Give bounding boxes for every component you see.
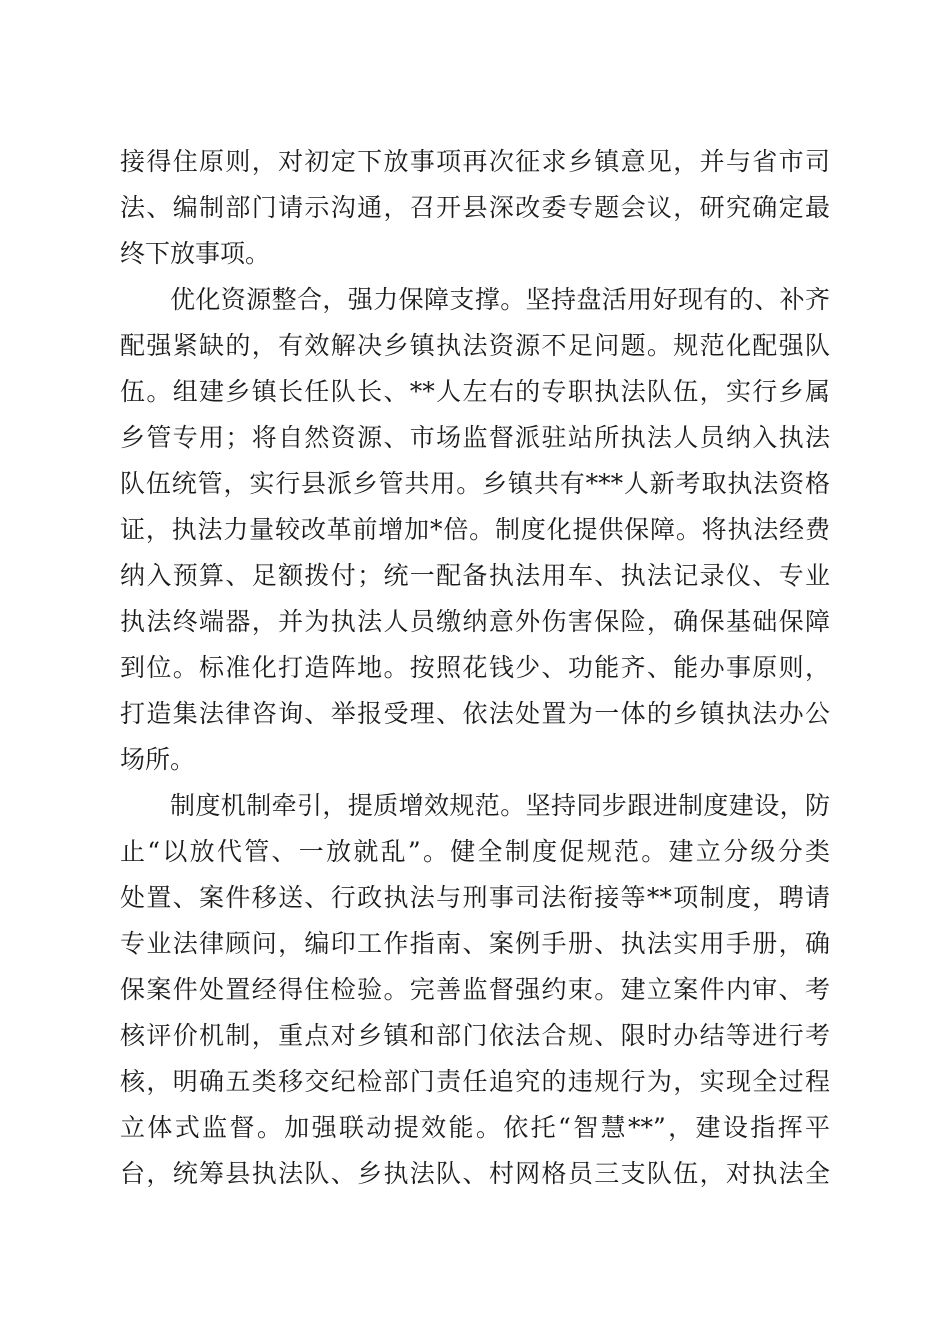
paragraph-2-line-6: 证，执法力量较改革前增加*倍。制度化提供保障。将执法经费 [120,515,830,544]
paragraph-2-line-1: 优化资源整合，强力保障支撑。坚持盘活用好现有的、补齐 [170,285,830,314]
paragraph-2-line-11: 场所。 [120,745,196,774]
paragraph-2-line-7: 纳入预算、足额拨付；统一配备执法用车、执法记录仪、专业 [120,561,830,590]
paragraph-3-line-5: 保案件处置经得住检验。完善监督强约束。建立案件内审、考 [120,975,830,1004]
paragraph-2-line-10: 打造集法律咨询、举报受理、依法处置为一体的乡镇执法办公 [120,699,830,728]
paragraph-3-line-8: 立体式监督。加强联动提效能。依托“智慧**”，建设指挥平 [120,1113,830,1142]
paragraph-3-line-9: 台，统筹县执法队、乡执法队、村网格员三支队伍，对执法全 [120,1159,830,1188]
paragraph-2-line-3: 伍。组建乡镇长任队长、**人左右的专职执法队伍，实行乡属 [120,377,830,406]
paragraph-2-line-8: 执法终端器，并为执法人员缴纳意外伤害保险，确保基础保障 [120,607,830,636]
paragraph-3-line-3: 处置、案件移送、行政执法与刑事司法衔接等**项制度，聘请 [120,883,830,912]
paragraph-1-line-3: 终下放事项。 [120,239,271,268]
paragraph-3-line-2: 止“以放代管、一放就乱”。健全制度促规范。建立分级分类 [120,837,830,866]
paragraph-2-line-9: 到位。标准化打造阵地。按照花钱少、功能齐、能办事原则， [120,653,830,682]
paragraph-1-line-1: 接得住原则，对初定下放事项再次征求乡镇意见，并与省市司 [120,147,830,176]
paragraph-2-line-4: 乡管专用；将自然资源、市场监督派驻站所执法人员纳入执法 [120,423,830,452]
paragraph-2-line-5: 队伍统管，实行县派乡管共用。乡镇共有***人新考取执法资格 [120,469,830,498]
paragraph-2-line-2: 配强紧缺的，有效解决乡镇执法资源不足问题。规范化配强队 [120,331,830,360]
paragraph-3-line-1: 制度机制牵引，提质增效规范。坚持同步跟进制度建设，防 [170,791,830,820]
paragraph-3-line-6: 核评价机制，重点对乡镇和部门依法合规、限时办结等进行考 [120,1021,830,1050]
paragraph-3-line-7: 核，明确五类移交纪检部门责任追究的违规行为，实现全过程 [120,1067,830,1096]
paragraph-3-line-4: 专业法律顾问，编印工作指南、案例手册、执法实用手册，确 [120,929,830,958]
paragraph-1-line-2: 法、编制部门请示沟通，召开县深改委专题会议，研究确定最 [120,193,830,222]
